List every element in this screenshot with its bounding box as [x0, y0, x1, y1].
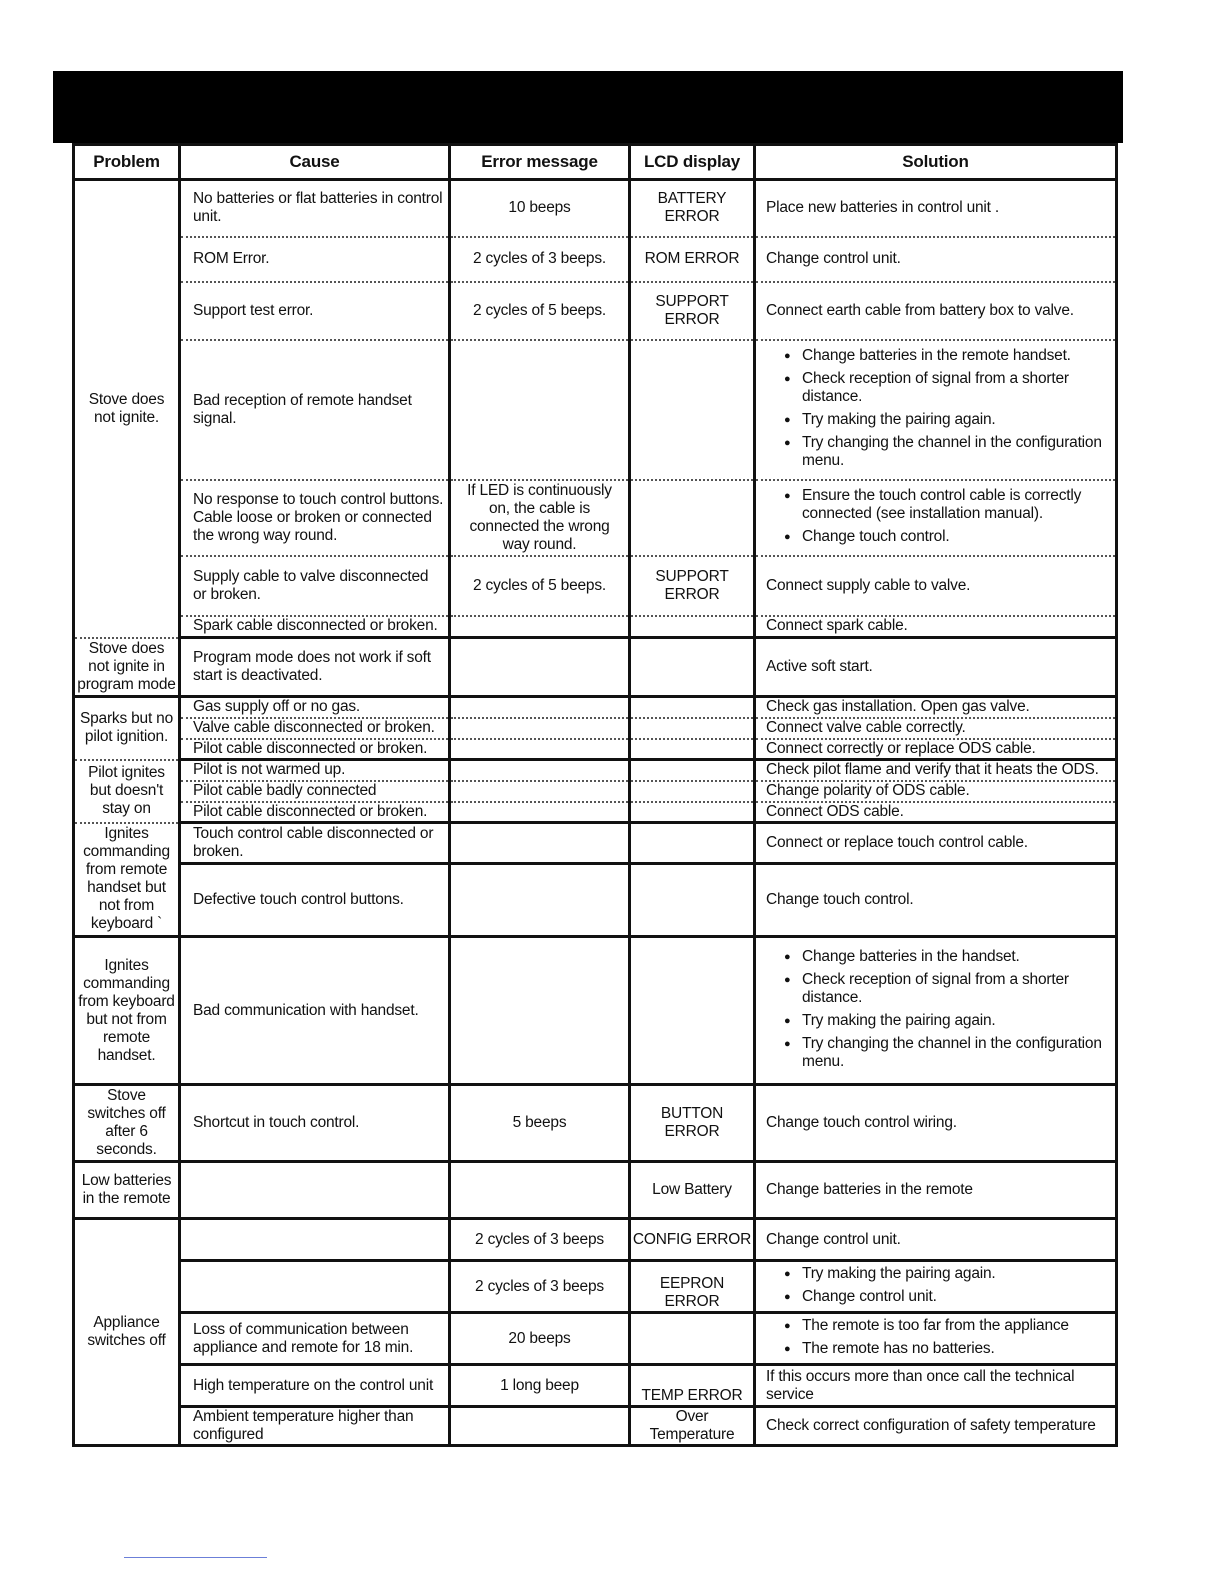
- error-cell: [450, 697, 630, 718]
- lcd-cell: Over Temperature: [630, 1407, 755, 1446]
- troubleshooting-table: [72, 143, 1118, 1447]
- solution-cell: Place new batteries in control unit .: [755, 180, 1117, 237]
- table-row: [74, 480, 1117, 556]
- cause-cell: [180, 1162, 450, 1219]
- cause-cell: Program mode does not work if soft start is deactivated.: [180, 638, 450, 697]
- lcd-cell: [630, 480, 755, 556]
- cause-cell: Spark cable disconnected or broken.: [180, 616, 450, 638]
- error-cell: 10 beeps: [450, 180, 630, 237]
- error-cell: [450, 760, 630, 781]
- table-header-row: [74, 145, 1117, 180]
- lcd-cell: BUTTON ERROR: [630, 1085, 755, 1162]
- header-banner: [53, 71, 1123, 143]
- header-cause: Cause: [180, 145, 450, 180]
- solution-cell: [755, 1261, 1117, 1313]
- header-solution: Solution: [755, 145, 1117, 180]
- solution-cell: Active soft start.: [755, 638, 1117, 697]
- lcd-cell: [630, 781, 755, 802]
- lcd-cell: [630, 1313, 755, 1365]
- error-cell: [450, 718, 630, 739]
- solution-cell: Connect earth cable from battery box to valve.: [755, 282, 1117, 340]
- cause-cell: [180, 1219, 450, 1261]
- problem-cell: Stove does not ignite in program mode: [74, 638, 180, 697]
- solution-cell: Connect supply cable to valve.: [755, 556, 1117, 616]
- table-row: [74, 340, 1117, 480]
- cause-cell: Gas supply off or no gas.: [180, 697, 450, 718]
- table-row: [74, 1313, 1117, 1365]
- solution-cell: Change touch control.: [755, 864, 1117, 937]
- cause-cell: Bad communication with handset.: [180, 937, 450, 1085]
- solution-bullet: ● Change touch control.: [802, 528, 1111, 546]
- lcd-cell: [630, 697, 755, 718]
- error-cell: 2 cycles of 3 beeps: [450, 1261, 630, 1313]
- solution-list: [766, 1265, 1111, 1306]
- lcd-cell: [630, 937, 755, 1085]
- table-row: [74, 180, 1117, 237]
- solution-list: [766, 347, 1111, 470]
- table-row: [74, 760, 1117, 781]
- table-row: [74, 282, 1117, 340]
- lcd-cell: Low Battery: [630, 1162, 755, 1219]
- error-cell: 2 cycles of 3 beeps: [450, 1219, 630, 1261]
- error-cell: 2 cycles of 5 beeps.: [450, 556, 630, 616]
- lcd-cell: TEMP ERROR: [630, 1365, 755, 1407]
- lcd-cell: BATTERY ERROR: [630, 180, 755, 237]
- solution-cell: Change control unit.: [755, 237, 1117, 282]
- table-row: [74, 638, 1117, 697]
- solution-bullet: ● Try making the pairing again.: [802, 1265, 1111, 1283]
- solution-bullet: ● Try changing the channel in the configuration menu.: [802, 1035, 1111, 1071]
- cause-cell: Pilot cable disconnected or broken.: [180, 739, 450, 760]
- lcd-cell: CONFIG ERROR: [630, 1219, 755, 1261]
- solution-list: [766, 948, 1111, 1071]
- error-cell: [450, 638, 630, 697]
- error-cell: [450, 739, 630, 760]
- solution-list: [766, 1317, 1111, 1358]
- solution-bullet: ● The remote is too far from the appliance: [802, 1317, 1111, 1335]
- cause-cell: Support test error.: [180, 282, 450, 340]
- solution-cell: Connect ODS cable.: [755, 802, 1117, 823]
- lcd-cell: [630, 864, 755, 937]
- lcd-cell: [630, 823, 755, 864]
- solution-cell: [755, 937, 1117, 1085]
- table-row: [74, 697, 1117, 718]
- solution-cell: [755, 340, 1117, 480]
- error-cell: 2 cycles of 5 beeps.: [450, 282, 630, 340]
- table-row: [74, 1261, 1117, 1313]
- error-cell: 5 beeps: [450, 1085, 630, 1162]
- error-cell: [450, 616, 630, 638]
- solution-bullet: ● Ensure the touch control cable is correctly connected (see installation manual).: [802, 487, 1111, 523]
- solution-cell: Connect valve cable correctly.: [755, 718, 1117, 739]
- problem-cell: Ignites commanding from keyboard but not from remote handset.: [74, 937, 180, 1085]
- problem-cell: Stove does not ignite.: [74, 180, 180, 638]
- table-row: [74, 937, 1117, 1085]
- lcd-cell: [630, 616, 755, 638]
- cause-cell: Ambient temperature higher than configured: [180, 1407, 450, 1446]
- table-row: [74, 1365, 1117, 1407]
- solution-bullet: ● Change control unit.: [802, 1288, 1111, 1306]
- solution-bullet: ● Try making the pairing again.: [802, 411, 1111, 429]
- solution-cell: Change batteries in the remote: [755, 1162, 1117, 1219]
- error-cell: 1 long beep: [450, 1365, 630, 1407]
- cause-cell: Shortcut in touch control.: [180, 1085, 450, 1162]
- lcd-cell: ROM ERROR: [630, 237, 755, 282]
- error-cell: [450, 781, 630, 802]
- solution-cell: Connect spark cable.: [755, 616, 1117, 638]
- table-row: [74, 237, 1117, 282]
- table-row: [74, 556, 1117, 616]
- cause-cell: Defective touch control buttons.: [180, 864, 450, 937]
- lcd-cell: [630, 638, 755, 697]
- cause-cell: No batteries or flat batteries in control unit.: [180, 180, 450, 237]
- cause-cell: Supply cable to valve disconnected or broken.: [180, 556, 450, 616]
- problem-cell: Pilot ignites but doesn't stay on: [74, 760, 180, 823]
- solution-cell: Connect or replace touch control cable.: [755, 823, 1117, 864]
- solution-cell: Change control unit.: [755, 1219, 1117, 1261]
- solution-bullet: ● Check reception of signal from a shorter distance.: [802, 971, 1111, 1007]
- cause-cell: Valve cable disconnected or broken.: [180, 718, 450, 739]
- table-row: [74, 739, 1117, 760]
- error-cell: [450, 864, 630, 937]
- error-cell: If LED is continuously on, the cable is connected the wrong way round.: [450, 480, 630, 556]
- header-lcd-display: LCD display: [630, 145, 755, 180]
- footer-rule: [124, 1557, 267, 1558]
- cause-cell: Pilot cable disconnected or broken.: [180, 802, 450, 823]
- table-row: [74, 823, 1117, 864]
- table-row: [74, 1162, 1117, 1219]
- cause-cell: Pilot is not warmed up.: [180, 760, 450, 781]
- table-row: [74, 1407, 1117, 1446]
- solution-bullet: ● Try making the pairing again.: [802, 1012, 1111, 1030]
- table-row: [74, 1219, 1117, 1261]
- problem-cell: Sparks but no pilot ignition.: [74, 697, 180, 760]
- cause-cell: Touch control cable disconnected or broken.: [180, 823, 450, 864]
- lcd-cell: [630, 340, 755, 480]
- lcd-cell: [630, 760, 755, 781]
- solution-cell: Check correct configuration of safety temperature: [755, 1407, 1117, 1446]
- solution-cell: Connect correctly or replace ODS cable.: [755, 739, 1117, 760]
- solution-bullet: ● Change batteries in the remote handset.: [802, 347, 1111, 365]
- table-row: [74, 616, 1117, 638]
- solution-bullet: ● Check reception of signal from a shorter distance.: [802, 370, 1111, 406]
- header-error-message: Error message: [450, 145, 630, 180]
- cause-cell: [180, 1261, 450, 1313]
- lcd-cell: [630, 718, 755, 739]
- solution-cell: [755, 480, 1117, 556]
- error-cell: 2 cycles of 3 beeps.: [450, 237, 630, 282]
- table-row: [74, 1085, 1117, 1162]
- solution-list: [766, 487, 1111, 546]
- problem-cell: Ignites commanding from remote handset but not from keyboard `: [74, 823, 180, 937]
- cause-cell: High temperature on the control unit: [180, 1365, 450, 1407]
- solution-cell: Change polarity of ODS cable.: [755, 781, 1117, 802]
- cause-cell: Pilot cable badly connected: [180, 781, 450, 802]
- cause-cell: ROM Error.: [180, 237, 450, 282]
- table-row: [74, 718, 1117, 739]
- problem-cell: Stove switches off after 6 seconds.: [74, 1085, 180, 1162]
- cause-cell: Loss of communication between appliance and remote for 18 min.: [180, 1313, 450, 1365]
- solution-bullet: ● Try changing the channel in the configuration menu.: [802, 434, 1111, 470]
- solution-cell: If this occurs more than once call the technical service: [755, 1365, 1117, 1407]
- lcd-cell: [630, 739, 755, 760]
- lcd-cell: SUPPORT ERROR: [630, 282, 755, 340]
- error-cell: 20 beeps: [450, 1313, 630, 1365]
- lcd-cell: SUPPORT ERROR: [630, 556, 755, 616]
- error-cell: [450, 802, 630, 823]
- problem-cell: Appliance switches off: [74, 1219, 180, 1446]
- solution-cell: [755, 1313, 1117, 1365]
- solution-bullet: ● Change batteries in the handset.: [802, 948, 1111, 966]
- error-cell: [450, 823, 630, 864]
- solution-cell: Check pilot flame and verify that it heats the ODS.: [755, 760, 1117, 781]
- table-row: [74, 864, 1117, 937]
- error-cell: [450, 340, 630, 480]
- error-cell: [450, 937, 630, 1085]
- table-row: [74, 802, 1117, 823]
- cause-cell: No response to touch control buttons. Cable loose or broken or connected the wrong way round.: [180, 480, 450, 556]
- table-row: [74, 781, 1117, 802]
- solution-cell: Check gas installation. Open gas valve.: [755, 697, 1117, 718]
- error-cell: [450, 1162, 630, 1219]
- solution-bullet: ● The remote has no batteries.: [802, 1340, 1111, 1358]
- lcd-cell: EEPRON ERROR: [630, 1261, 755, 1313]
- cause-cell: Bad reception of remote handset signal.: [180, 340, 450, 480]
- error-cell: [450, 1407, 630, 1446]
- solution-cell: Change touch control wiring.: [755, 1085, 1117, 1162]
- problem-cell: Low batteries in the remote: [74, 1162, 180, 1219]
- header-problem: Problem: [74, 145, 180, 180]
- lcd-cell: [630, 802, 755, 823]
